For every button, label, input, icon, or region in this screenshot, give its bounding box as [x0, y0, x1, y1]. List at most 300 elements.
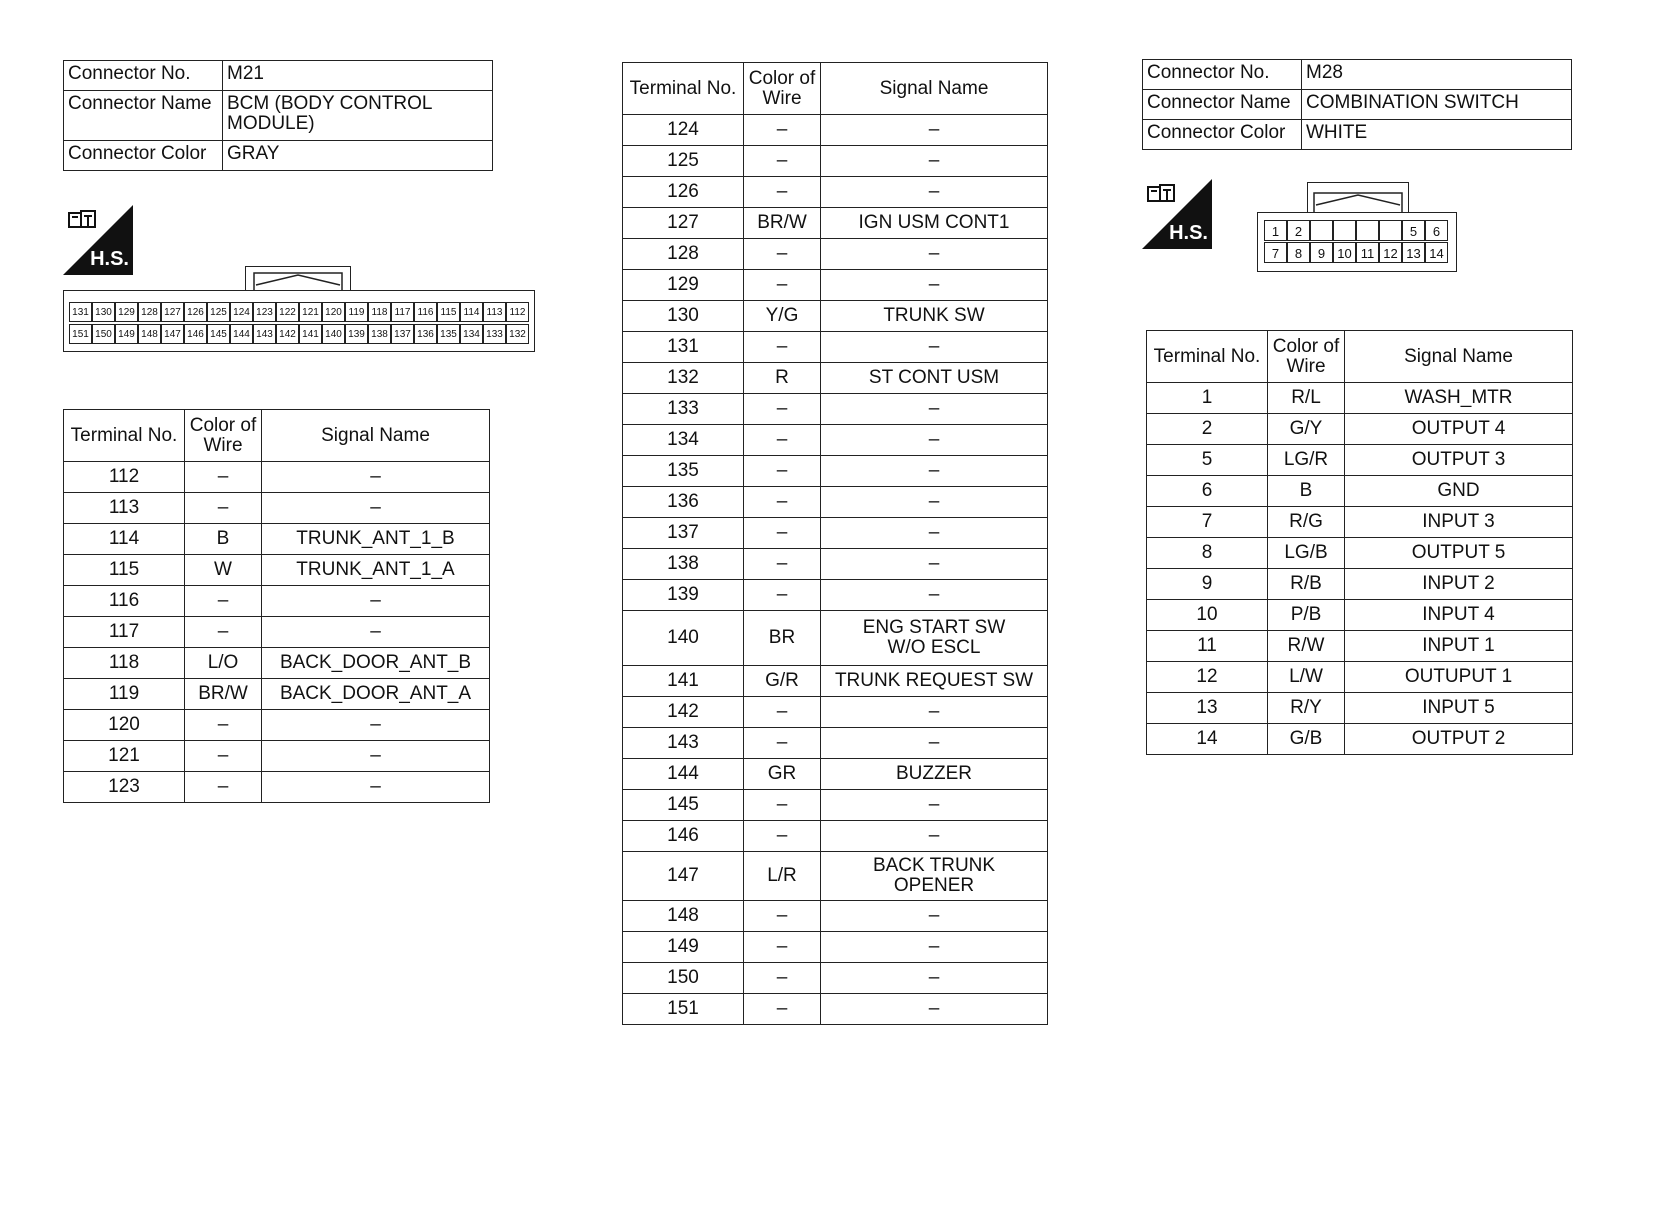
signal-name-cell: –	[262, 741, 490, 772]
connector-color-row	[1143, 120, 1572, 150]
table-row	[623, 363, 1048, 394]
pin-cell: 138	[368, 324, 391, 344]
badge-label: H.S.	[1169, 222, 1208, 244]
terminal-cell: 5	[1147, 445, 1268, 476]
table-row	[64, 617, 490, 648]
pin-cell: 122	[276, 302, 299, 322]
m21-connector-info	[63, 60, 493, 171]
wire-color-cell: L/O	[185, 648, 262, 679]
table-row	[623, 487, 1048, 518]
connector-name-value	[223, 91, 493, 141]
terminal-cell: 145	[623, 790, 744, 821]
wire-color-cell: R/L	[1268, 383, 1345, 414]
m21-rows	[64, 462, 490, 803]
table-row	[623, 759, 1048, 790]
terminal-cell: 151	[623, 994, 744, 1025]
wire-color-cell: –	[185, 741, 262, 772]
table-row	[64, 710, 490, 741]
table-row	[623, 425, 1048, 456]
table-row	[64, 462, 490, 493]
table-row	[64, 741, 490, 772]
table-row	[1147, 724, 1573, 755]
terminal-cell: 9	[1147, 569, 1268, 600]
m28-terminal-table	[1146, 330, 1573, 755]
table-row	[1147, 569, 1573, 600]
terminal-cell: 120	[64, 710, 185, 741]
signal-name-cell: BUZZER	[821, 759, 1048, 790]
table-row	[623, 394, 1048, 425]
pin-row-top	[69, 302, 529, 322]
connector-name-line-2: MODULE)	[227, 113, 315, 134]
connector-name-row	[1143, 90, 1572, 120]
connector-latch	[245, 266, 351, 291]
pin-cell: 145	[207, 324, 230, 344]
pin-cell: 1	[1264, 220, 1287, 241]
signal-header: Signal Name	[262, 410, 490, 462]
wire-color-cell: R/Y	[1268, 693, 1345, 724]
pin-cell: 133	[483, 324, 506, 344]
connector-color-label: Connector Color	[64, 141, 223, 171]
signal-name-cell: –	[821, 901, 1048, 932]
pin-cell: 8	[1287, 242, 1310, 263]
wire-color-cell: –	[185, 617, 262, 648]
m21-terminal-table	[63, 409, 490, 803]
table-row	[64, 772, 490, 803]
pin-cell: 150	[92, 324, 115, 344]
signal-name-cell: BACK_DOOR_ANT_A	[262, 679, 490, 710]
table-row	[1147, 383, 1573, 414]
m21-connector-face	[63, 266, 535, 356]
signal-name-cell: GND	[1345, 476, 1573, 507]
table-row	[623, 666, 1048, 697]
pin-cell: 147	[161, 324, 184, 344]
terminal-cell: 144	[623, 759, 744, 790]
terminal-cell: 127	[623, 208, 744, 239]
color-header-line-1: Color of	[189, 414, 257, 436]
table-row	[64, 648, 490, 679]
pin-cell: 137	[391, 324, 414, 344]
signal-name-cell: INPUT 3	[1345, 507, 1573, 538]
latch-chevron	[1308, 183, 1408, 213]
signal-name-cell: TRUNK_ANT_1_A	[262, 555, 490, 586]
pin-cell: 136	[414, 324, 437, 344]
table-row	[623, 270, 1048, 301]
table-row	[623, 852, 1048, 901]
signal-name-cell: –	[262, 493, 490, 524]
terminal-cell: 132	[623, 363, 744, 394]
terminal-cell: 139	[623, 580, 744, 611]
wire-color-cell: R/G	[1268, 507, 1345, 538]
pin-cell: 117	[391, 302, 414, 322]
color-header-line-2: Wire	[203, 434, 243, 456]
pin-cell: 135	[437, 324, 460, 344]
wire-color-cell: –	[744, 790, 821, 821]
pin-cell: 14	[1425, 242, 1448, 263]
table-row	[64, 679, 490, 710]
terminal-cell: 13	[1147, 693, 1268, 724]
pin-cell: 141	[299, 324, 322, 344]
m28-hs-badge	[1142, 179, 1212, 249]
color-header-line-2: Wire	[1286, 355, 1326, 377]
terminal-cell: 146	[623, 821, 744, 852]
terminal-cell: 125	[623, 146, 744, 177]
table-row	[623, 239, 1048, 270]
terminal-cell: 118	[64, 648, 185, 679]
signal-name-cell: –	[262, 586, 490, 617]
wire-color-cell: L/W	[1268, 662, 1345, 693]
wire-color-cell: –	[744, 239, 821, 270]
color-header	[744, 63, 821, 115]
terminal-cell: 133	[623, 394, 744, 425]
color-header	[185, 410, 262, 462]
wire-color-cell: –	[744, 821, 821, 852]
signal-name-cell: –	[821, 270, 1048, 301]
wire-color-cell: G/R	[744, 666, 821, 697]
color-header-line-2: Wire	[762, 87, 802, 109]
terminal-cell: 126	[623, 177, 744, 208]
pin-cell: 13	[1402, 242, 1425, 263]
terminal-cell: 140	[623, 611, 744, 666]
color-header	[1268, 331, 1345, 383]
signal-name-cell: –	[821, 518, 1048, 549]
signal-name-cell: INPUT 5	[1345, 693, 1573, 724]
wire-color-cell: LG/B	[1268, 538, 1345, 569]
pin-cell: 134	[460, 324, 483, 344]
terminal-cell: 10	[1147, 600, 1268, 631]
m28-connector-face	[1257, 182, 1457, 272]
wire-color-cell: –	[744, 487, 821, 518]
connector-color-label: Connector Color	[1143, 120, 1302, 150]
m28-rows	[1147, 383, 1573, 755]
connector-no-label: Connector No.	[1143, 60, 1302, 90]
signal-name-cell: OUTPUT 4	[1345, 414, 1573, 445]
terminal-cell: 117	[64, 617, 185, 648]
signal-name-cell: –	[821, 790, 1048, 821]
terminal-cell: 136	[623, 487, 744, 518]
table-row	[1147, 507, 1573, 538]
table-row	[623, 332, 1048, 363]
signal-name-cell: –	[821, 456, 1048, 487]
wire-color-cell: –	[744, 146, 821, 177]
connector-icon	[1147, 184, 1175, 204]
terminal-cell: 141	[623, 666, 744, 697]
signal-name-cell: –	[821, 994, 1048, 1025]
signal-line-1: ENG START SW	[862, 617, 1006, 638]
pin-cell: 11	[1356, 242, 1379, 263]
wire-color-cell: –	[185, 710, 262, 741]
pin-cell: 127	[161, 302, 184, 322]
pin-cell: 151	[69, 324, 92, 344]
wire-color-cell: –	[744, 456, 821, 487]
badge-label: H.S.	[90, 248, 129, 270]
terminal-header: Terminal No.	[64, 410, 185, 462]
pin-cell: 120	[322, 302, 345, 322]
table-row	[1147, 600, 1573, 631]
table-row	[623, 790, 1048, 821]
pin-cell: 112	[506, 302, 529, 322]
signal-name-cell: –	[821, 146, 1048, 177]
connector-no-row	[1143, 60, 1572, 90]
table-row	[623, 901, 1048, 932]
pin-cell: 125	[207, 302, 230, 322]
terminal-cell: 114	[64, 524, 185, 555]
wire-color-cell: –	[744, 580, 821, 611]
wire-color-cell: BR/W	[744, 208, 821, 239]
table-row	[1147, 414, 1573, 445]
connector-color-row	[64, 141, 493, 171]
pin-cell: 139	[345, 324, 368, 344]
signal-name-cell: –	[821, 115, 1048, 146]
wire-color-cell: –	[744, 177, 821, 208]
m21-hs-badge	[63, 205, 133, 275]
pin-row-bottom	[69, 324, 529, 344]
color-header-line-1: Color of	[748, 67, 816, 89]
signal-name-cell: –	[262, 710, 490, 741]
terminal-cell: 116	[64, 586, 185, 617]
terminal-cell: 2	[1147, 414, 1268, 445]
signal-name-cell: BACK_DOOR_ANT_B	[262, 648, 490, 679]
wire-color-cell: G/B	[1268, 724, 1345, 755]
table-row	[1147, 445, 1573, 476]
signal-name-cell: –	[821, 487, 1048, 518]
signal-name-cell: ST CONT USM	[821, 363, 1048, 394]
terminal-cell: 147	[623, 852, 744, 901]
header-row	[64, 410, 490, 462]
pin-row-bottom	[1264, 242, 1448, 263]
connector-name-value: COMBINATION SWITCH	[1302, 90, 1572, 120]
pin-cell: 129	[115, 302, 138, 322]
pin-cell: 10	[1333, 242, 1356, 263]
signal-name-cell: –	[262, 462, 490, 493]
pin-cell: 6	[1425, 220, 1448, 241]
wire-color-cell: –	[744, 394, 821, 425]
latch-chevron	[246, 267, 350, 291]
table-row	[1147, 631, 1573, 662]
pin-cell: 124	[230, 302, 253, 322]
connector-no-label: Connector No.	[64, 61, 223, 91]
wire-color-cell: –	[744, 901, 821, 932]
signal-name-cell: INPUT 2	[1345, 569, 1573, 600]
pin-cell: 9	[1310, 242, 1333, 263]
signal-name-cell: TRUNK SW	[821, 301, 1048, 332]
wire-color-cell: R/W	[1268, 631, 1345, 662]
pin-cell: 123	[253, 302, 276, 322]
connector-color-value: GRAY	[223, 141, 493, 171]
empty-pin-cavity	[1379, 220, 1402, 241]
wire-color-cell: BR/W	[185, 679, 262, 710]
wire-color-cell: –	[744, 270, 821, 301]
signal-name-cell: –	[821, 239, 1048, 270]
signal-name-cell: –	[821, 177, 1048, 208]
signal-name-cell: –	[821, 549, 1048, 580]
table-row	[623, 518, 1048, 549]
terminal-cell: 11	[1147, 631, 1268, 662]
table-row	[623, 115, 1048, 146]
signal-name-cell: TRUNK_ANT_1_B	[262, 524, 490, 555]
connector-name-row	[64, 91, 493, 141]
header-row	[1147, 331, 1573, 383]
wire-color-cell: –	[744, 697, 821, 728]
wire-color-cell: –	[744, 994, 821, 1025]
header-row	[623, 63, 1048, 115]
wire-color-cell: –	[185, 772, 262, 803]
table-row	[623, 994, 1048, 1025]
terminal-cell: 143	[623, 728, 744, 759]
pin-cell: 140	[322, 324, 345, 344]
table-row	[1147, 662, 1573, 693]
table-row	[623, 456, 1048, 487]
table-row	[623, 932, 1048, 963]
signal-name-cell: –	[821, 932, 1048, 963]
terminal-cell: 131	[623, 332, 744, 363]
wire-color-cell: –	[744, 332, 821, 363]
terminal-cell: 137	[623, 518, 744, 549]
pin-cell: 119	[345, 302, 368, 322]
terminal-cell: 7	[1147, 507, 1268, 538]
signal-name-cell	[821, 852, 1048, 901]
pin-cell: 132	[506, 324, 529, 344]
signal-name-cell: –	[821, 580, 1048, 611]
pin-row-top	[1264, 220, 1448, 241]
table-row	[623, 821, 1048, 852]
table-row	[623, 580, 1048, 611]
signal-name-cell: INPUT 1	[1345, 631, 1573, 662]
signal-line-2: W/O ESCL	[887, 637, 981, 658]
terminal-cell: 115	[64, 555, 185, 586]
connector-name-label: Connector Name	[64, 91, 223, 141]
terminal-cell: 128	[623, 239, 744, 270]
pin-cell: 116	[414, 302, 437, 322]
signal-name-cell: –	[262, 617, 490, 648]
pin-cell: 2	[1287, 220, 1310, 241]
signal-name-cell: –	[262, 772, 490, 803]
pin-cell: 144	[230, 324, 253, 344]
terminal-cell: 130	[623, 301, 744, 332]
signal-header: Signal Name	[821, 63, 1048, 115]
terminal-cell: 135	[623, 456, 744, 487]
signal-name-cell: WASH_MTR	[1345, 383, 1573, 414]
connector-color-value: WHITE	[1302, 120, 1572, 150]
pin-cell: 130	[92, 302, 115, 322]
table-row	[1147, 693, 1573, 724]
wire-color-cell: P/B	[1268, 600, 1345, 631]
pin-cell: 113	[483, 302, 506, 322]
table-row	[64, 555, 490, 586]
table-row	[623, 549, 1048, 580]
wire-color-cell: R/B	[1268, 569, 1345, 600]
table-row	[64, 493, 490, 524]
signal-name-cell: –	[821, 425, 1048, 456]
table-row	[623, 611, 1048, 666]
pin-cell: 121	[299, 302, 322, 322]
pin-cell: 7	[1264, 242, 1287, 263]
pin-cell: 5	[1402, 220, 1425, 241]
m28-connector-info	[1142, 59, 1572, 150]
terminal-cell: 134	[623, 425, 744, 456]
terminal-cell: 129	[623, 270, 744, 301]
wire-color-cell: –	[744, 518, 821, 549]
table-row	[1147, 538, 1573, 569]
pin-cell: 12	[1379, 242, 1402, 263]
signal-name-cell: –	[821, 963, 1048, 994]
pin-cell: 148	[138, 324, 161, 344]
signal-line-1: BACK TRUNK	[872, 855, 996, 876]
terminal-cell: 112	[64, 462, 185, 493]
signal-name-cell: –	[821, 332, 1048, 363]
wire-color-cell: B	[1268, 476, 1345, 507]
wire-color-cell: B	[185, 524, 262, 555]
table-row	[1147, 476, 1573, 507]
table-row	[623, 697, 1048, 728]
table-row	[64, 586, 490, 617]
terminal-header: Terminal No.	[623, 63, 744, 115]
terminal-cell: 123	[64, 772, 185, 803]
wire-color-cell: –	[744, 549, 821, 580]
connector-name-line-1: BCM (BODY CONTROL	[227, 93, 433, 114]
terminal-cell: 150	[623, 963, 744, 994]
pin-cell: 146	[184, 324, 207, 344]
signal-name-cell	[821, 611, 1048, 666]
wire-color-cell: L/R	[744, 852, 821, 901]
connector-icon	[68, 210, 96, 230]
terminal-cell: 142	[623, 697, 744, 728]
terminal-cell: 6	[1147, 476, 1268, 507]
wire-color-cell: W	[185, 555, 262, 586]
pin-cell: 149	[115, 324, 138, 344]
table-row	[623, 146, 1048, 177]
wire-color-cell: –	[744, 963, 821, 994]
connector-no-row	[64, 61, 493, 91]
connector-no-value: M21	[223, 61, 493, 91]
table-row	[623, 301, 1048, 332]
pin-cell: 126	[184, 302, 207, 322]
table-row	[623, 728, 1048, 759]
wire-color-cell: –	[744, 932, 821, 963]
wire-color-cell: Y/G	[744, 301, 821, 332]
wire-color-cell: –	[185, 462, 262, 493]
terminal-cell: 121	[64, 741, 185, 772]
wire-color-cell: BR	[744, 611, 821, 666]
mid-rows	[623, 115, 1048, 1025]
pin-cell: 128	[138, 302, 161, 322]
pin-cell: 142	[276, 324, 299, 344]
signal-name-cell: –	[821, 394, 1048, 425]
signal-header: Signal Name	[1345, 331, 1573, 383]
signal-name-cell: –	[821, 728, 1048, 759]
signal-name-cell: INPUT 4	[1345, 600, 1573, 631]
wire-color-cell: –	[185, 586, 262, 617]
signal-name-cell: OUTPUT 2	[1345, 724, 1573, 755]
table-row	[623, 177, 1048, 208]
terminal-header: Terminal No.	[1147, 331, 1268, 383]
terminal-cell: 138	[623, 549, 744, 580]
terminal-cell: 12	[1147, 662, 1268, 693]
terminal-cell: 119	[64, 679, 185, 710]
signal-name-cell: –	[821, 697, 1048, 728]
wire-color-cell: –	[744, 425, 821, 456]
terminal-cell: 8	[1147, 538, 1268, 569]
wire-color-cell: G/Y	[1268, 414, 1345, 445]
terminal-cell: 113	[64, 493, 185, 524]
pin-cell: 118	[368, 302, 391, 322]
terminal-cell: 149	[623, 932, 744, 963]
wire-color-cell: GR	[744, 759, 821, 790]
table-row	[623, 208, 1048, 239]
signal-name-cell: OUTUPUT 1	[1345, 662, 1573, 693]
m21-continued-terminal-table	[622, 62, 1048, 1025]
wire-color-cell: –	[185, 493, 262, 524]
signal-name-cell: IGN USM CONT1	[821, 208, 1048, 239]
